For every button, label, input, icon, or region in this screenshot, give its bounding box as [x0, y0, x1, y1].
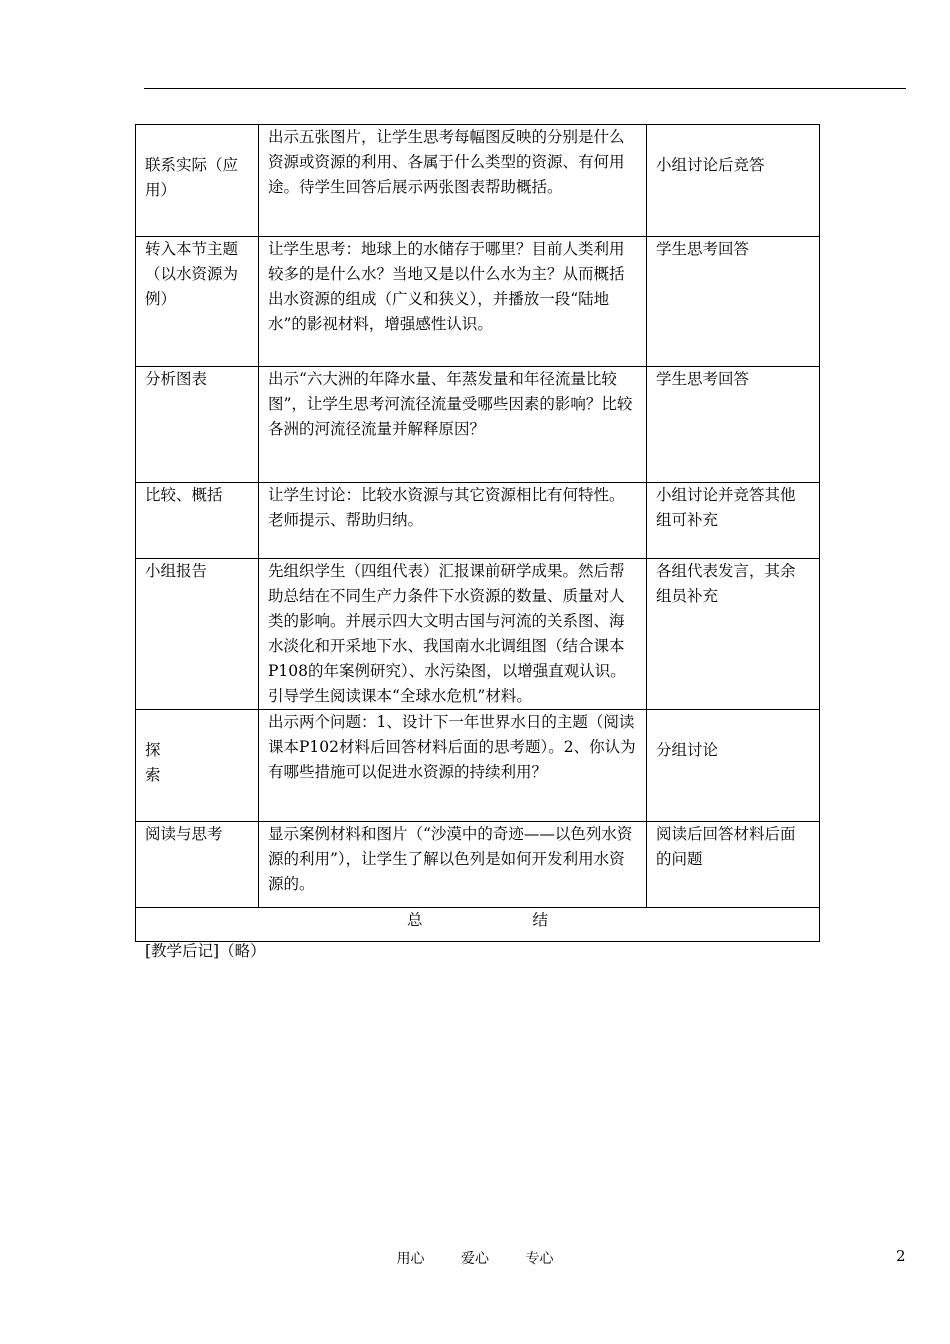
student-activity-cell: 各组代表发言，其余组员补充	[647, 559, 820, 710]
table-row	[136, 710, 820, 822]
phase-cell: 小组报告	[136, 559, 259, 710]
phase-label: 探 索	[145, 741, 257, 784]
table-row	[136, 125, 820, 237]
summary-row	[136, 908, 820, 942]
teacher-activity-cell: 让学生思考：地球上的水储存于哪里？目前人类利用较多的是什么水？当地又是以什么水为主？从而概括出水资源的组成（广义和狭义），并播放一段“陆地水”的影视材料，增强感性认识。	[259, 237, 647, 367]
phase-cell: 分析图表	[136, 367, 259, 483]
teacher-activity-cell: 让学生讨论：比较水资源与其它资源相比有何特性。老师提示、帮助归纳。	[259, 483, 647, 559]
motto-word: 专心	[525, 1251, 554, 1267]
table-row	[136, 822, 820, 908]
student-activity-cell: 小组讨论并竞答其他组可补充	[647, 483, 820, 559]
table-row	[136, 559, 820, 710]
summary-cell	[136, 908, 820, 942]
motto-word: 用心	[396, 1251, 425, 1267]
student-activity-cell: 分组讨论	[647, 710, 820, 822]
table-row	[136, 483, 820, 559]
student-activity-cell: 阅读后回答材料后面的问题	[647, 822, 820, 908]
student-activity-cell: 学生思考回答	[647, 367, 820, 483]
motto-word: 爱心	[461, 1251, 489, 1267]
student-activity-cell: 小组讨论后竞答	[647, 125, 820, 237]
teacher-activity-cell: 显示案例材料和图片（“沙漠中的奇迹——以色列水资源的利用”），让学生了解以色列是如何开发利用水资源的。	[259, 822, 647, 908]
phase-cell: 阅读与思考	[136, 822, 259, 908]
phase-cell	[136, 710, 259, 822]
footer-motto	[0, 1248, 950, 1268]
phase-cell: 比较、概括	[136, 483, 259, 559]
phase-cell: 联系实际（应用）	[136, 125, 259, 237]
header-rule	[144, 88, 906, 89]
phase-cell: 转入本节主题（以水资源为例）	[136, 237, 259, 367]
teacher-activity-cell: 出示“六大洲的年降水量、年蒸发量和年径流量比较图”，让学生思考河流径流量受哪些因素的影响？比较各洲的河流径流量并解释原因？	[259, 367, 647, 483]
summary-left-char: 总	[406, 911, 423, 929]
summary-right-char: 结	[532, 911, 549, 929]
lesson-plan-table	[135, 124, 820, 942]
table-row	[136, 367, 820, 483]
table-row	[136, 237, 820, 367]
teacher-activity-cell: 先组织学生（四组代表）汇报课前研学成果。然后帮助总结在不同生产力条件下水资源的数量、质量对人类的影响。并展示四大文明古国与河流的关系图、海水淡化和开采地下水、我国南水北调组图（结合课本P108的年案例研究）、水污染图，以增强直观认识。引导学生阅读课本“全球水危机”材料。	[259, 559, 647, 710]
student-activity-cell: 学生思考回答	[647, 237, 820, 367]
teacher-activity-cell: 出示五张图片，让学生思考每幅图反映的分别是什么资源或资源的利用、各属于什么类型的资源、有何用途。待学生回答后展示两张图表帮助概括。	[259, 125, 647, 237]
teaching-afterword: [教学后记]（略）	[145, 942, 266, 960]
teacher-activity-cell: 出示两个问题：1、设计下一年世界水日的主题（阅读课本P102材料后回答材料后面的思考题）。2、你认为有哪些措施可以促进水资源的持续利用？	[259, 710, 647, 822]
page-number: 2	[896, 1247, 906, 1265]
